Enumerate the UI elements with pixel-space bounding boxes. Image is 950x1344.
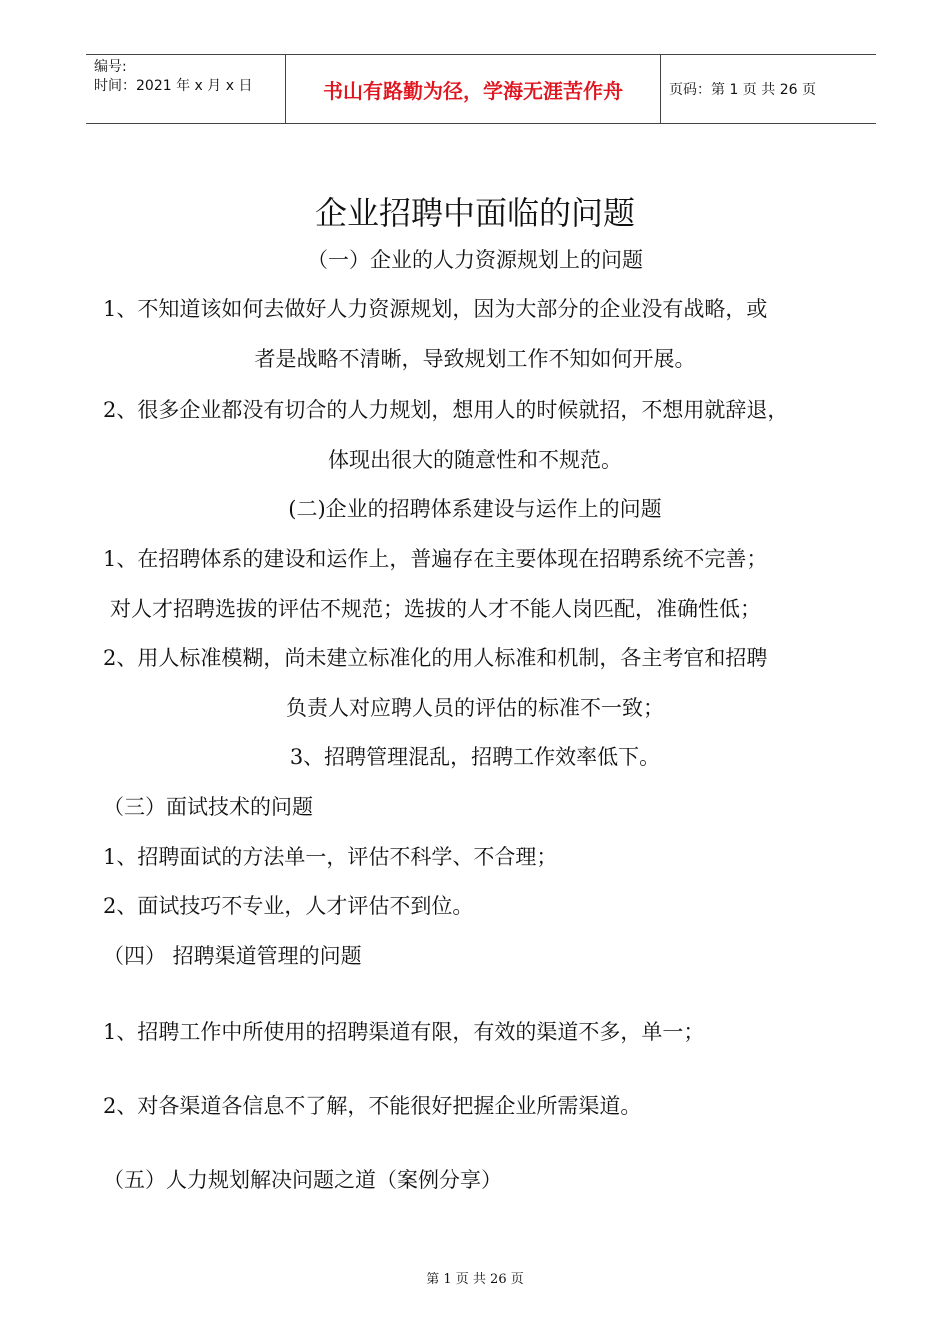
paragraph-line: 1、招聘面试的方法单一，评估不科学、不合理； [103, 845, 558, 869]
paragraph-line: 1、在招聘体系的建设和运作上，普遍存在主要体现在招聘系统不完善； [103, 547, 768, 571]
paragraph-line: 体现出很大的随意性和不规范。 [328, 448, 622, 472]
paragraph-line: 2、很多企业都没有切合的人力规划，想用人的时候就招，不想用就辞退， [103, 398, 789, 422]
paragraph-line: 1、不知道该如何去做好人力资源规划，因为大部分的企业没有战略，或 [103, 297, 768, 321]
paragraph-line: 2、面试技巧不专业，人才评估不到位。 [103, 894, 474, 918]
paragraph-line: 负责人对应聘人员的评估的标准不一致； [286, 696, 664, 720]
page-footer: 第 1 页 共 26 页 [426, 1272, 524, 1287]
paragraph-line: 对人才招聘选拔的评估不规范；选拔的人才不能人岗匹配，准确性低； [110, 597, 761, 621]
header-motto: 书山有路勤为径，学海无涯苦作舟 [286, 55, 661, 123]
document-time-label: 时间：2021 年 x 月 x 日 [94, 78, 253, 94]
header-page-info: 页码：第 1 页 共 26 页 [669, 82, 816, 98]
section-heading-4: （四） 招聘渠道管理的问题 [103, 944, 362, 968]
document-title: 企业招聘中面临的问题 [314, 194, 635, 232]
section-heading-3: （三）面试技术的问题 [103, 795, 313, 819]
section-heading-2: (二)企业的招聘体系建设与运作上的问题 [288, 497, 662, 521]
section-heading-5: （五）人力规划解决问题之道（案例分享） [103, 1168, 502, 1192]
paragraph-line: 3、招聘管理混乱，招聘工作效率低下。 [289, 745, 661, 769]
page-header [86, 54, 876, 124]
header-meta [86, 55, 286, 123]
paragraph-line: 者是战略不清晰，导致规划工作不知如何开展。 [254, 347, 696, 371]
paragraph-line: 1、招聘工作中所使用的招聘渠道有限，有效的渠道不多，单一； [103, 1020, 705, 1044]
paragraph-line: 2、对各渠道各信息不了解，不能很好把握企业所需渠道。 [103, 1094, 642, 1118]
paragraph-line: 2、用人标准模糊，尚未建立标准化的用人标准和机制，各主考官和招聘 [103, 646, 768, 670]
document-code-label: 编号: [94, 59, 127, 75]
section-heading-1: （一）企业的人力资源规划上的问题 [307, 248, 643, 272]
